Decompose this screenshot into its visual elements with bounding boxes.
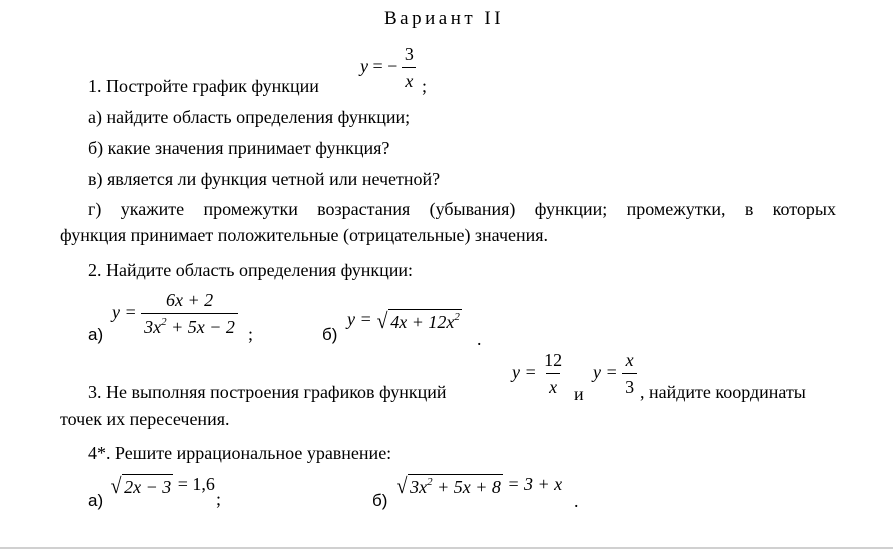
variant-title: Вариант II (384, 8, 505, 29)
task2-intro: 2. Найдите область определения функции: (88, 260, 414, 280)
task4-b-tail: . (574, 491, 579, 511)
task3-line1-before: 3. Не выполняя построения графиков функций (88, 382, 447, 402)
task3-line2: точек их пересечения. (60, 409, 230, 429)
task4-a-formula (110, 474, 215, 498)
task2-b-radicand-text: 4x + 12x (390, 312, 455, 332)
task3-f2-denominator: 3 (622, 373, 637, 398)
task3-function2 (593, 350, 637, 398)
task1-formula-lhs: y (360, 56, 368, 77)
task3-f1-lhs: y = (512, 362, 537, 383)
task1-item-g-line1: г) укажите промежутки возрастания (убывания) функции; промежутки, в которых (88, 199, 836, 219)
task3-f1-fraction (541, 350, 565, 398)
task4-a-radicand: 2x − 3 (122, 474, 173, 498)
task1-formula-numerator: 3 (404, 44, 414, 64)
task4-a-label: а) (88, 491, 104, 510)
task3-f2-lhs: y = (593, 362, 618, 383)
task1-formula-eq: = − (372, 56, 398, 77)
sqrt-radical-icon: √ (110, 473, 122, 498)
task3-function1 (512, 350, 565, 398)
task2-a-numerator: 6x + 2 (165, 290, 214, 310)
task2-b-formula (347, 309, 462, 333)
task2-a-denominator (141, 313, 238, 338)
task3-f1-denominator: x (546, 373, 560, 398)
task4-b-radicand-exponent: 2 (427, 476, 433, 488)
task4-a-sqrt (110, 474, 173, 498)
task2-b-radicand-exponent: 2 (454, 311, 460, 323)
task4-a-rhs: = 1,6 (177, 474, 215, 495)
task3-f1-numerator: 12 (544, 350, 563, 370)
task3-and: и (574, 384, 584, 404)
task4-b-radicand-base: 3x (410, 477, 428, 497)
task1-formula-denominator: x (402, 67, 416, 92)
task4-b-formula (396, 474, 562, 498)
task2-a-tail: ; (248, 324, 254, 344)
task4-b-radicand (408, 474, 503, 498)
task2-a-label: а) (88, 325, 104, 344)
task2-b-tail: . (477, 329, 482, 349)
task3-f2-fraction (622, 350, 637, 398)
task2-a-lhs: y = (112, 302, 137, 323)
task1-intro: 1. Постройте график функции (88, 76, 319, 96)
task4-b-label: б) (372, 491, 388, 510)
task2-a-den-rest: + 5x − 2 (166, 317, 235, 337)
task1-item-b: б) какие значения принимает функция? (88, 138, 390, 158)
task1-formula (360, 44, 417, 92)
task2-a-den-base: 3x (144, 317, 162, 337)
task4-b-sqrt (396, 474, 503, 498)
sqrt-radical-icon: √ (376, 308, 388, 333)
task4-intro: 4*. Решите иррациональное уравнение: (88, 443, 392, 463)
task2-a-den-exponent: 2 (161, 316, 167, 328)
task4-b-radicand-rest: + 5x + 8 (432, 477, 501, 497)
task4-b-rhs: = 3 + x (507, 474, 563, 495)
task2-b-radicand (388, 309, 462, 333)
task2-b-label: б) (322, 325, 338, 344)
task4-a-tail: ; (216, 489, 222, 509)
task1-semicolon: ; (422, 76, 428, 96)
task2-b-sqrt (376, 309, 462, 333)
bottom-divider (0, 547, 893, 549)
task1-item-v: в) является ли функция четной или нечетной? (88, 169, 441, 189)
task3-line1-after: , найдите координаты (640, 382, 806, 402)
task2-a-formula (112, 290, 238, 338)
task2-b-lhs: y = (347, 309, 372, 330)
task1-item-a: а) найдите область определения функции; (88, 107, 411, 127)
task1-item-g-line2: функция принимает положительные (отрицательные) значения. (60, 225, 549, 245)
sqrt-radical-icon: √ (396, 473, 408, 498)
task2-a-fraction (141, 290, 238, 338)
task3-f2-numerator: x (625, 350, 634, 370)
task1-formula-fraction (402, 44, 417, 92)
